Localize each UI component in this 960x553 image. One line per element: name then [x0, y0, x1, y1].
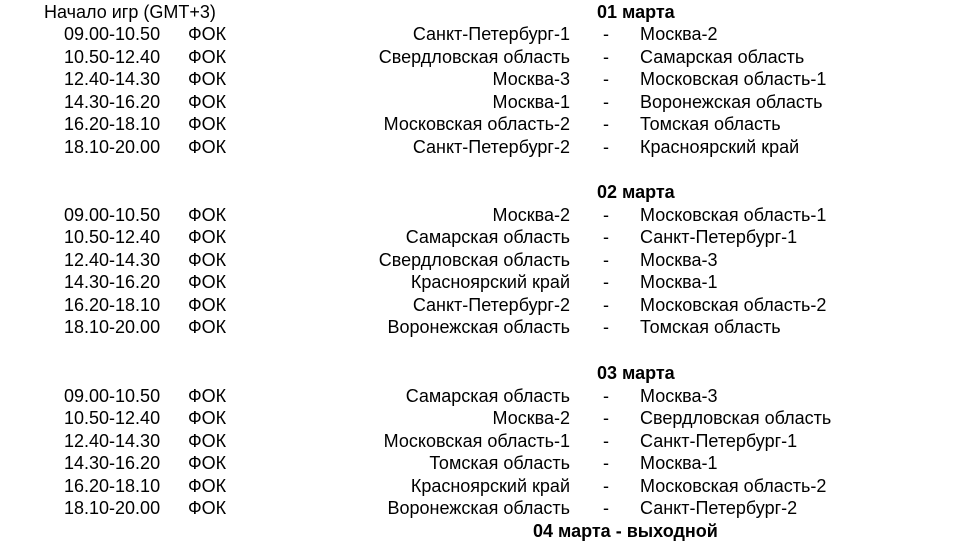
- game-venue: ФОК: [188, 91, 227, 112]
- home-team: Санкт-Петербург-2: [412, 294, 570, 315]
- versus-dash: -: [603, 91, 609, 112]
- game-time: 09.00-10.50: [64, 204, 161, 225]
- game-time: 12.40-14.30: [64, 430, 161, 451]
- home-team: Москва-2: [492, 408, 570, 428]
- game-venue: ФОК: [188, 430, 227, 451]
- home-team: Свердловская область: [378, 249, 570, 270]
- start-time-label: Начало игр (GMT+3): [44, 2, 216, 22]
- game-row: [0, 249, 960, 272]
- game-row: [0, 91, 960, 114]
- versus-dash: -: [603, 272, 609, 292]
- game-row: [0, 23, 960, 46]
- game-row: [0, 497, 960, 520]
- away-team: Москва-1: [640, 453, 718, 473]
- game-venue: ФОК: [188, 475, 227, 496]
- home-team: Самарская область: [405, 385, 570, 406]
- versus-dash: -: [603, 24, 609, 44]
- game-time: 18.10-20.00: [64, 136, 161, 157]
- home-team: Москва-1: [492, 91, 570, 112]
- game-time: 09.00-10.50: [64, 385, 161, 406]
- versus-dash: -: [603, 498, 609, 518]
- game-time: 10.50-12.40: [64, 46, 161, 67]
- home-team: Московская область-1: [383, 430, 570, 451]
- game-venue: ФОК: [188, 46, 227, 67]
- game-time: 10.50-12.40: [64, 227, 161, 247]
- game-row: [0, 136, 960, 159]
- versus-dash: -: [603, 204, 609, 225]
- away-team: Москва-3: [640, 249, 718, 270]
- away-team: Томская область: [640, 114, 781, 134]
- game-venue: ФОК: [188, 385, 227, 406]
- versus-dash: -: [603, 114, 609, 134]
- game-time: 18.10-20.00: [64, 498, 161, 518]
- home-team: Самарская область: [405, 227, 570, 247]
- versus-dash: -: [603, 408, 609, 428]
- game-venue: ФОК: [188, 204, 227, 225]
- game-venue: ФОК: [188, 136, 227, 157]
- away-team: Санкт-Петербург-1: [640, 227, 798, 247]
- away-team: Воронежская область: [640, 91, 823, 112]
- away-team: Свердловская область: [640, 408, 832, 428]
- game-row: [0, 46, 960, 69]
- versus-dash: -: [603, 430, 609, 451]
- game-time: 14.30-16.20: [64, 272, 161, 292]
- game-time: 12.40-14.30: [64, 249, 161, 270]
- away-team: Москва-1: [640, 272, 718, 292]
- game-row: [0, 385, 960, 408]
- game-row: [0, 271, 960, 294]
- versus-dash: -: [603, 249, 609, 270]
- home-team: Воронежская область: [387, 498, 570, 518]
- away-team: Томская область: [640, 317, 781, 337]
- game-time: 16.20-18.10: [64, 114, 161, 134]
- game-time: 16.20-18.10: [64, 475, 161, 496]
- game-row: [0, 226, 960, 249]
- day-heading: 03 марта: [597, 363, 675, 383]
- game-venue: ФОК: [188, 69, 227, 89]
- versus-dash: -: [603, 227, 609, 247]
- versus-dash: -: [603, 294, 609, 315]
- game-venue: ФОК: [188, 272, 227, 292]
- home-team: Томская область: [429, 453, 570, 473]
- day-heading: 02 марта: [597, 182, 675, 202]
- home-team: Москва-2: [492, 204, 570, 225]
- away-team: Санкт-Петербург-1: [640, 430, 798, 451]
- rest-day-heading: 04 марта - выходной: [533, 521, 718, 541]
- game-venue: ФОК: [188, 498, 227, 518]
- home-team: Московская область-2: [383, 114, 570, 134]
- home-team: Санкт-Петербург-1: [412, 24, 570, 44]
- game-venue: ФОК: [188, 408, 227, 428]
- home-team: Свердловская область: [378, 46, 570, 67]
- game-row: [0, 430, 960, 453]
- versus-dash: -: [603, 69, 609, 89]
- game-row: [0, 475, 960, 498]
- game-venue: ФОК: [188, 114, 227, 134]
- home-team: Красноярский край: [410, 475, 570, 496]
- away-team: Московская область-2: [640, 475, 827, 496]
- game-row: [0, 452, 960, 475]
- versus-dash: -: [603, 475, 609, 496]
- away-team: Московская область-1: [640, 204, 827, 225]
- game-time: 09.00-10.50: [64, 24, 161, 44]
- versus-dash: -: [603, 46, 609, 67]
- game-time: 14.30-16.20: [64, 453, 161, 473]
- away-team: Московская область-2: [640, 294, 827, 315]
- home-team: Воронежская область: [387, 317, 570, 337]
- game-time: 10.50-12.40: [64, 408, 161, 428]
- away-team: Москва-3: [640, 385, 718, 406]
- versus-dash: -: [603, 317, 609, 337]
- game-row: [0, 68, 960, 91]
- game-row: [0, 407, 960, 430]
- game-time: 14.30-16.20: [64, 91, 161, 112]
- away-team: Красноярский край: [640, 136, 800, 157]
- game-row: [0, 113, 960, 136]
- game-venue: ФОК: [188, 249, 227, 270]
- game-venue: ФОК: [188, 453, 227, 473]
- game-row: [0, 316, 960, 339]
- versus-dash: -: [603, 136, 609, 157]
- versus-dash: -: [603, 453, 609, 473]
- home-team: Москва-3: [492, 69, 570, 89]
- game-time: 16.20-18.10: [64, 294, 161, 315]
- versus-dash: -: [603, 385, 609, 406]
- away-team: Санкт-Петербург-2: [640, 498, 798, 518]
- game-row: [0, 204, 960, 227]
- away-team: Московская область-1: [640, 69, 827, 89]
- game-row: [0, 294, 960, 317]
- game-venue: ФОК: [188, 227, 227, 247]
- game-venue: ФОК: [188, 294, 227, 315]
- home-team: Красноярский край: [410, 272, 570, 292]
- game-venue: ФОК: [188, 317, 227, 337]
- game-time: 12.40-14.30: [64, 69, 161, 89]
- day-heading: 01 марта: [597, 2, 675, 22]
- away-team: Москва-2: [640, 24, 718, 44]
- home-team: Санкт-Петербург-2: [412, 136, 570, 157]
- away-team: Самарская область: [640, 46, 805, 67]
- game-venue: ФОК: [188, 24, 227, 44]
- game-time: 18.10-20.00: [64, 317, 161, 337]
